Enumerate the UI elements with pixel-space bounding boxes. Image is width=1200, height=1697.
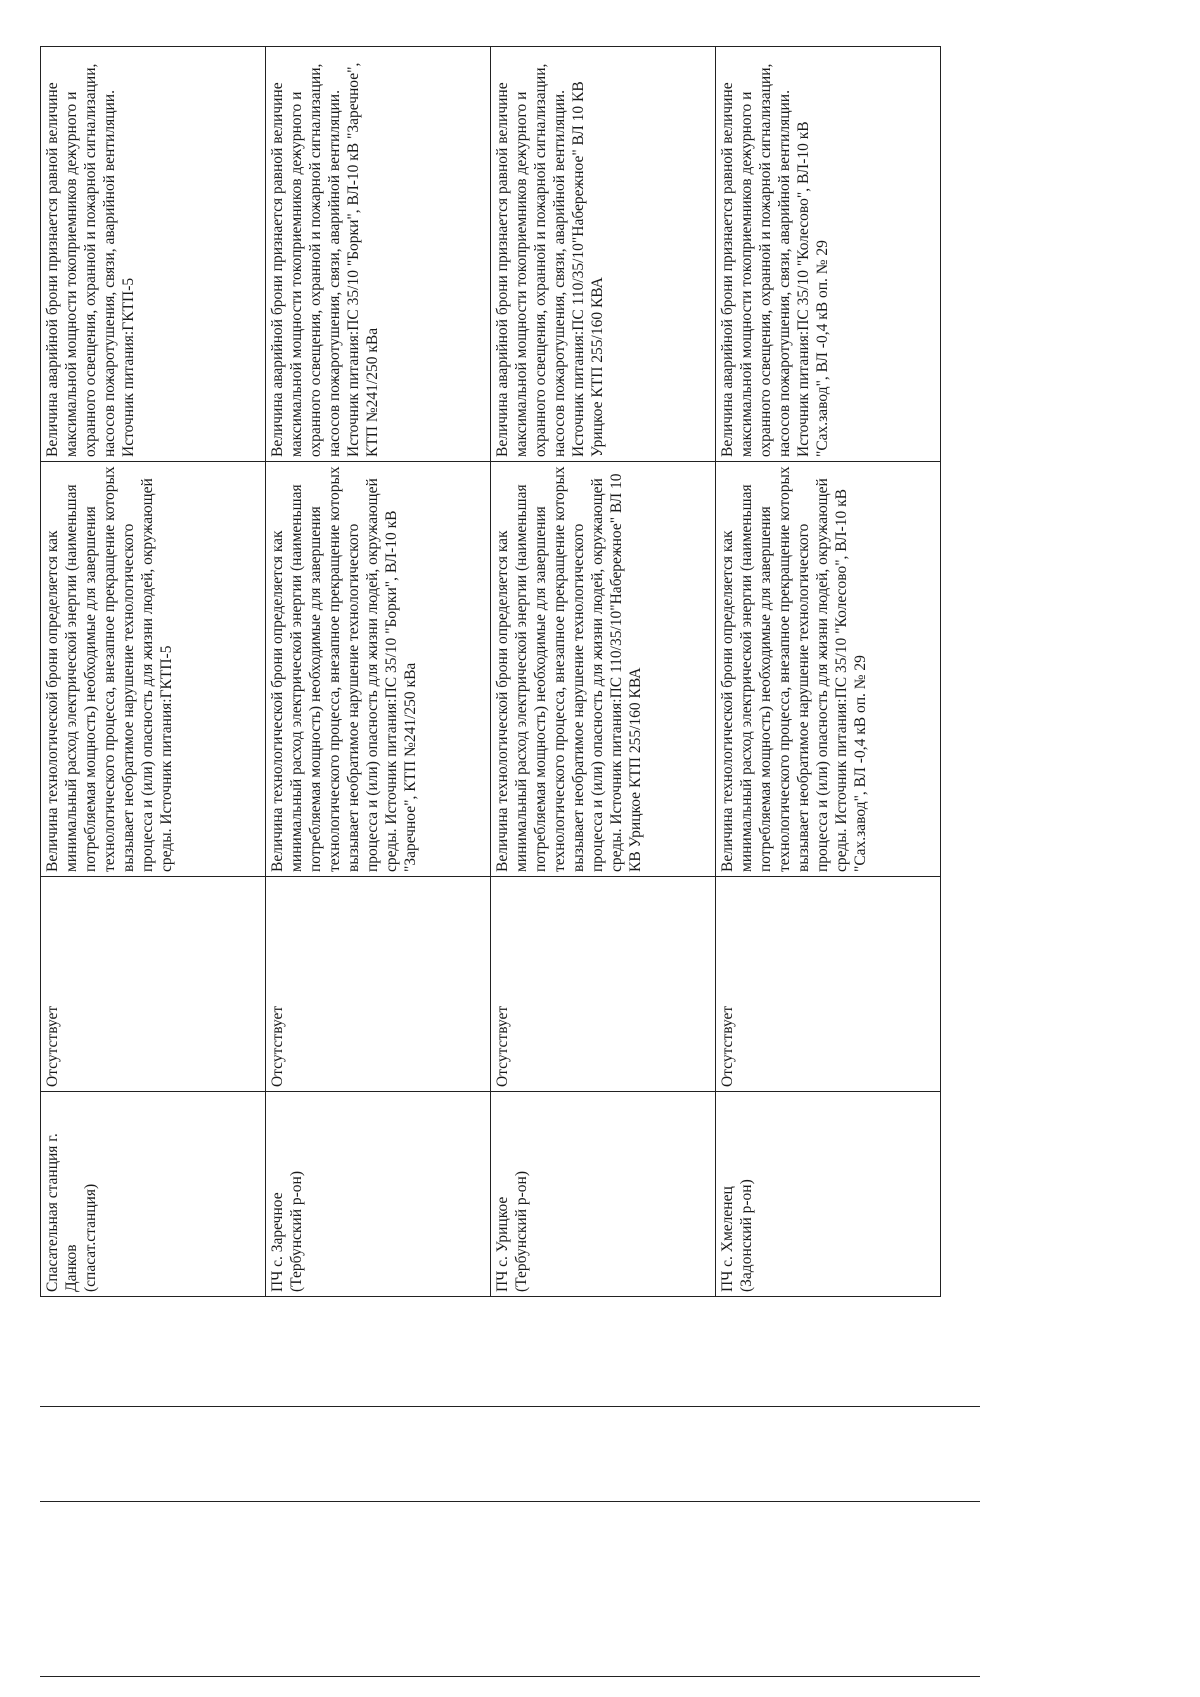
object-cell: ПЧ с. Заречное (Тербунский р-он) bbox=[266, 1092, 491, 1297]
table-row bbox=[491, 47, 716, 1297]
absent-cell: Отсутствует bbox=[41, 877, 266, 1092]
absent-cell: Отсутствует bbox=[491, 877, 716, 1092]
tech-reserve-cell: Величина технологической брони определяется как минимальный расход электрической энергии (наименьшая потребляемая мощность) необходимые для завершения технологического процесса, внезапное прекращение которых вызывает необратимое нарушение технологического процесса и (или) опасность для жизни людей, окружающей среды. Источник питания:ПС 35/10 "Колесово", ВЛ-10 кВ "Сах.завод", ВЛ -0,4 кВ оп. № 29 bbox=[716, 462, 941, 877]
emergency-reserve-cell: Величина аварийной брони признается равной величине максимальной мощности токоприемников дежурного и охранного освещения, охранной и пожарной сигнализации, насосов пожаротушения, связи, аварийной вентиляции. Источник питания:ГКТП-5 bbox=[41, 47, 266, 462]
horizontal-rule bbox=[40, 1676, 980, 1677]
power-reserve-table bbox=[40, 46, 941, 1297]
table-row bbox=[266, 47, 491, 1297]
absent-cell: Отсутствует bbox=[266, 877, 491, 1092]
horizontal-rule bbox=[40, 1406, 980, 1407]
table-row bbox=[41, 47, 266, 1297]
emergency-reserve-cell: Величина аварийной брони признается равной величине максимальной мощности токоприемников дежурного и охранного освещения, охранной и пожарной сигнализации, насосов пожаротушения, связи, аварийной вентиляции. Источник питания:ПС 35/10 "Борки", ВЛ-10 кВ "Заречное", КТП №241/250 кВа bbox=[266, 47, 491, 462]
object-cell: Спасательная станция г. Данков (спасат.станция) bbox=[41, 1092, 266, 1297]
emergency-reserve-cell: Величина аварийной брони признается равной величине максимальной мощности токоприемников дежурного и охранного освещения, охранной и пожарной сигнализации, насосов пожаротушения, связи, аварийной вентиляции. Источник питания:ПС 35/10 "Колесово", ВЛ-10 кВ "Сах.завод", ВЛ -0,4 кВ оп. № 29 bbox=[716, 47, 941, 462]
horizontal-rule bbox=[40, 1501, 980, 1502]
object-cell: ПЧ с. Урицкое (Тербунский р-он) bbox=[491, 1092, 716, 1297]
table-row bbox=[716, 47, 941, 1297]
absent-cell: Отсутствует bbox=[716, 877, 941, 1092]
emergency-reserve-cell: Величина аварийной брони признается равной величине максимальной мощности токоприемников дежурного и охранного освещения, охранной и пожарной сигнализации, насосов пожаротушения, связи, аварийной вентиляции. Источник питания:ПС 110/35/10"Набережное" ВЛ 10 КВ Урицкое КТП 255/160 КВА bbox=[491, 47, 716, 462]
object-cell: ПЧ с. Хмеленец (Задонский р-он) bbox=[716, 1092, 941, 1297]
tech-reserve-cell: Величина технологической брони определяется как минимальный расход электрической энергии (наименьшая потребляемая мощность) необходимые для завершения технологического процесса, внезапное прекращение которых вызывает необратимое нарушение технологического процесса и (или) опасность для жизни людей, окружающей среды. Источник питания:ГКТП-5 bbox=[41, 462, 266, 877]
tech-reserve-cell: Величина технологической брони определяется как минимальный расход электрической энергии (наименьшая потребляемая мощность) необходимые для завершения технологического процесса, внезапное прекращение которых вызывает необратимое нарушение технологического процесса и (или) опасность для жизни людей, окружающей среды. Источник питания:ПС 35/10 "Борки", ВЛ-10 кВ "Заречное", КТП №241/250 кВа bbox=[266, 462, 491, 877]
tech-reserve-cell: Величина технологической брони определяется как минимальный расход электрической энергии (наименьшая потребляемая мощность) необходимые для завершения технологического процесса, внезапное прекращение которых вызывает необратимое нарушение технологического процесса и (или) опасность для жизни людей, окружающей среды. Источник питания:ПС 110/35/10"Набережное" ВЛ 10 КВ Урицкое КТП 255/160 КВА bbox=[491, 462, 716, 877]
